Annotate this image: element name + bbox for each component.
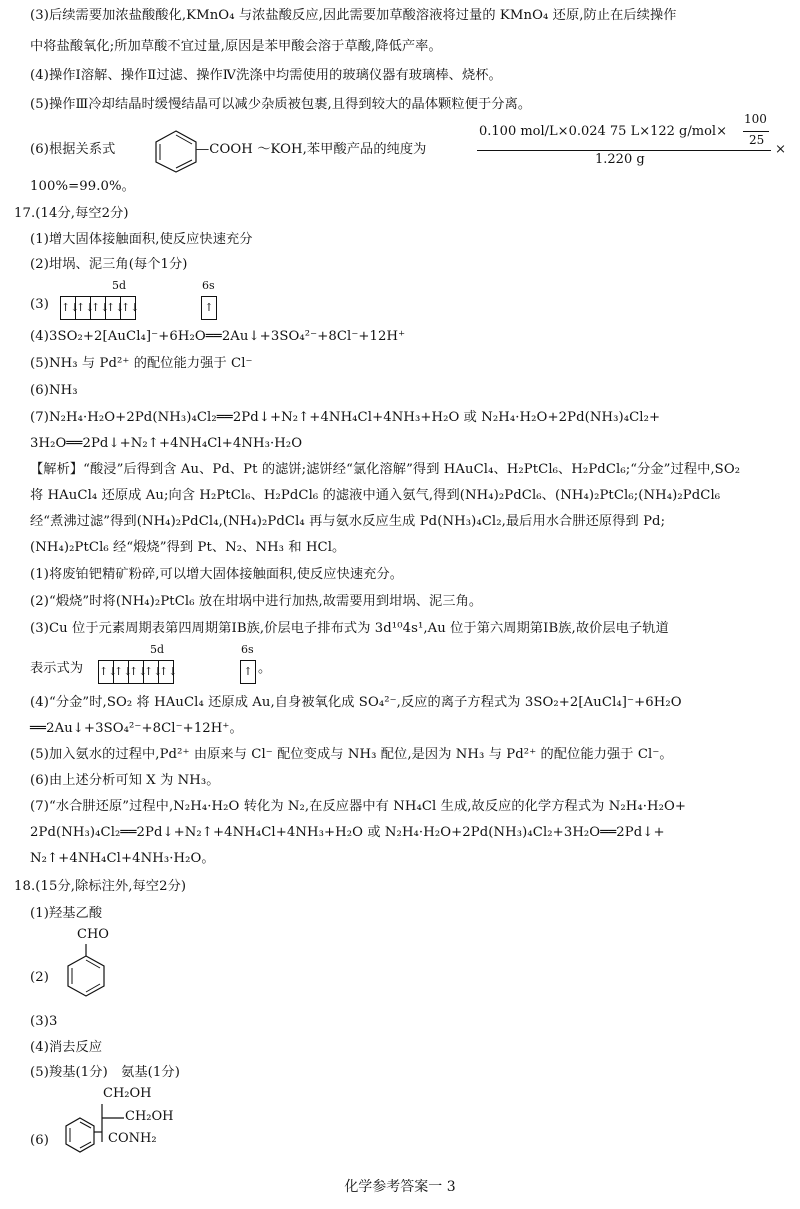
orbital-cell: ↑↓	[99, 661, 114, 683]
text-line: (4)操作Ⅰ溶解、操作Ⅱ过滤、操作Ⅳ洗涤中均需使用的玻璃仪器有玻璃棒、烧杯。	[30, 68, 502, 83]
analysis-line: 【解析】“酸浸”后得到含 Au、Pd、Pt 的滤饼;滤饼经“氯化溶解”得到 HAuCl₄、H₂PtCl₆、H₂PdCl₆;“分金”过程中,SO₂	[30, 462, 741, 477]
orbital-5d-box	[98, 660, 178, 684]
orbital-label-6s: 6s	[202, 279, 215, 292]
text-line: ×	[775, 142, 787, 157]
explanation-line: 表示式为	[30, 661, 84, 676]
analysis-line: (NH₄)₂PtCl₆ 经“煅烧”得到 Pt、N₂、NH₃ 和 HCl。	[30, 540, 346, 555]
question-heading: 17.(14分,每空2分)	[14, 206, 129, 221]
text-line: (3)后续需要加浓盐酸酸化,KMnO₄ 与浓盐酸反应,因此需要加草酸溶液将过量的 KMnO₄ 还原,防止在后续操作	[30, 8, 677, 23]
answer-line: (4)3SO₂+2[AuCl₄]⁻+6H₂O══2Au↓+3SO₄²⁻+8Cl⁻+12H⁺	[30, 329, 406, 344]
answer-line: (5)NH₃ 与 Pd²⁺ 的配位能力强于 Cl⁻	[30, 356, 253, 371]
page-footer: 化学参考答案一 3	[344, 1179, 456, 1195]
orbital-6s-box	[201, 296, 217, 320]
answer-line: (7)N₂H₄·H₂O+2Pd(NH₃)₄Cl₂══2Pd↓+N₂↑+4NH₄Cl+4NH₃+H₂O 或 N₂H₄·H₂O+2Pd(NH₃)₄Cl₂+	[30, 410, 661, 425]
explanation-line: 2Pd(NH₃)₄Cl₂══2Pd↓+N₂↑+4NH₄Cl+4NH₃+H₂O 或 N₂H₄·H₂O+2Pd(NH₃)₄Cl₂+3H₂O══2Pd↓+	[30, 825, 665, 840]
orbital-cell: ↑↓	[61, 297, 76, 319]
question-heading: 18.(15分,除标注外,每空2分)	[14, 879, 187, 894]
answer-line: (1)羟基乙酸	[30, 906, 103, 921]
orbital-cell: ↑↓	[76, 297, 91, 319]
chem-label-ch2oh: CH₂OH	[103, 1086, 152, 1101]
explanation-line: (7)“水合肼还原”过程中,N₂H₄·H₂O 转化为 N₂,在反应器中有 NH₄Cl 生成,故反应的化学方程式为 N₂H₄·H₂O+	[30, 799, 687, 814]
orbital-cell: ↑↓	[144, 661, 159, 683]
orbital-5d-box	[60, 296, 140, 320]
orbital-cell: ↑↓	[121, 301, 140, 314]
text-line: 100%=99.0%。	[30, 179, 135, 194]
fraction-bar	[477, 150, 771, 151]
fraction-inner-bar	[743, 131, 769, 132]
analysis-line: 将 HAuCl₄ 还原成 Au;向含 H₂PtCl₆、H₂PdCl₆ 的滤液中通入氨气,得到(NH₄)₂PdCl₆、(NH₄)₂PtCl₆;(NH₄)₂PdCl₆	[30, 488, 721, 503]
chem-label-conh2: CONH₂	[108, 1131, 157, 1146]
explanation-line: (6)由上述分析可知 X 为 NH₃。	[30, 773, 220, 788]
explanation-line: (1)将废铂钯精矿粉碎,可以增大固体接触面积,使反应快速充分。	[30, 567, 404, 582]
orbital-label-5d: 5d	[150, 643, 165, 656]
orbital-label-5d: 5d	[112, 279, 127, 292]
text-line: (6)根据关系式	[30, 142, 116, 157]
answer-line: (4)消去反应	[30, 1040, 103, 1055]
orbital-cell: ↑	[204, 301, 214, 314]
text-line: —COOH ～KOH,苯甲酸产品的纯度为	[196, 142, 427, 157]
text-line: 中将盐酸氧化;所加草酸不宜过量,原因是苯甲酸会溶于草酸,降低产率。	[30, 39, 442, 54]
orbital-6s-box	[240, 660, 256, 684]
fraction-denominator: 1.220 g	[595, 152, 645, 167]
answer-line: (6)NH₃	[30, 383, 78, 398]
text-line: (5)操作Ⅲ冷却结晶时缓慢结晶可以减少杂质被包裹,且得到较大的晶体颗粒便于分离。	[30, 97, 532, 112]
orbital-cell: ↑	[243, 665, 253, 678]
answer-line: 3H₂O══2Pd↓+N₂↑+4NH₄Cl+4NH₃·H₂O	[30, 436, 303, 451]
answer-line: (3)3	[30, 1014, 58, 1029]
explanation-line: (4)“分金”时,SO₂ 将 HAuCl₄ 还原成 Au,自身被氧化成 SO₄²⁻,反应的离子方程式为 3SO₂+2[AuCl₄]⁻+6H₂O	[30, 695, 682, 710]
orbital-cell: ↑↓	[159, 665, 178, 678]
answer-line: (6)	[30, 1133, 49, 1148]
chem-label-cho: CHO	[77, 927, 109, 942]
text-line: 。	[258, 661, 272, 676]
analysis-line: 经“煮沸过滤”得到(NH₄)₂PdCl₄,(NH₄)₂PdCl₄ 再与氨水反应生成 Pd(NH₃)₄Cl₂,最后用水合肼还原得到 Pd;	[30, 514, 666, 529]
fraction-numerator: 0.100 mol/L×0.024 75 L×122 g/mol×	[479, 124, 727, 139]
explanation-line: ══2Au↓+3SO₄²⁻+8Cl⁻+12H⁺。	[30, 721, 243, 736]
chem-label-ch2oh: CH₂OH	[125, 1109, 174, 1124]
explanation-line: N₂↑+4NH₄Cl+4NH₃·H₂O。	[30, 851, 215, 866]
fraction-inner-denominator: 25	[749, 133, 765, 147]
orbital-cell: ↑↓	[106, 297, 121, 319]
answer-line: (2)	[30, 970, 49, 985]
answer-line: (2)坩埚、泥三角(每个1分)	[30, 257, 188, 272]
orbital-cell: ↑↓	[91, 297, 106, 319]
explanation-line: (3)Cu 位于元素周期表第四周期第ⅠB族,价层电子排布式为 3d¹⁰4s¹,Au 位于第六周期第ⅠB族,故价层电子轨道	[30, 621, 669, 636]
fraction-inner-numerator: 100	[744, 112, 767, 126]
orbital-cell: ↑↓	[129, 661, 144, 683]
benzaldehyde-structure	[62, 944, 112, 1004]
explanation-line: (2)“煅烧”时将(NH₄)₂PtCl₆ 放在坩埚中进行加热,故需要用到坩埚、泥三角。	[30, 594, 483, 609]
orbital-label-6s: 6s	[241, 643, 254, 656]
answer-line: (5)羧基(1分) 氨基(1分)	[30, 1065, 180, 1080]
product-structure	[58, 1100, 118, 1162]
orbital-cell: ↑↓	[114, 661, 129, 683]
answer-line: (1)增大固体接触面积,使反应快速充分	[30, 232, 253, 247]
answer-line: (3)	[30, 297, 49, 312]
explanation-line: (5)加入氨水的过程中,Pd²⁺ 由原来与 Cl⁻ 配位变成与 NH₃ 配位,是因为 NH₃ 与 Pd²⁺ 的配位能力强于 Cl⁻。	[30, 747, 673, 762]
